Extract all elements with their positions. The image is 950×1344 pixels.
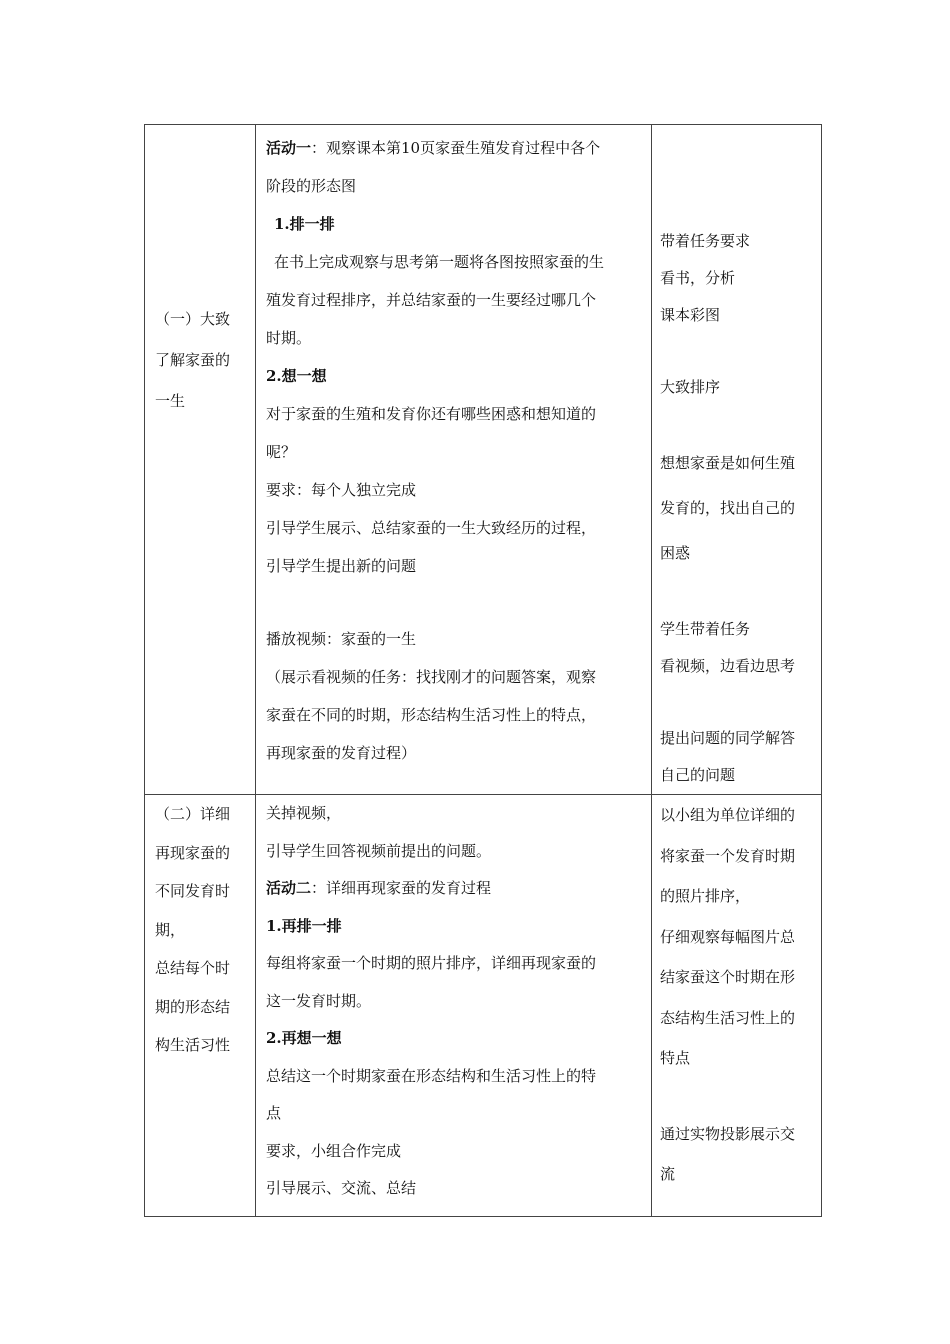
activity-title <box>266 870 651 908</box>
text-line: 将家蚕一个发育时期 <box>660 846 796 865</box>
text-line: 家蚕在不同的时期，形态结构生活习性上的特点， <box>266 706 597 724</box>
text-line: 发育的，找出自己的 <box>660 499 796 517</box>
lesson-plan-table <box>144 124 822 1217</box>
stage-line: 总结每个时 <box>155 959 231 977</box>
text-line: 课本彩图 <box>660 306 721 324</box>
text-line: 引导学生回答视频前提出的问题。 <box>266 841 492 860</box>
text-line: 看视频，边看边思考 <box>660 657 796 675</box>
activity-title-rest: ：详细再现家蚕的发育过程 <box>311 879 492 897</box>
text-line: 仔细观察每幅图片总 <box>660 927 796 946</box>
text-line: 的照片排序， <box>660 887 751 905</box>
table-row <box>145 795 822 1217</box>
student-activity-cell <box>652 795 822 1217</box>
text-line: 引导展示、交流、总结 <box>266 1179 417 1197</box>
stage-line: （二）详细 <box>155 805 231 823</box>
activity-title-bold: 活动一 <box>266 139 312 157</box>
text-line: 点 <box>266 1104 282 1122</box>
text-line: 态结构生活习性上的 <box>660 1008 796 1027</box>
stage-line: 了解家蚕的 <box>155 351 231 369</box>
activity-title-bold: 活动二 <box>266 879 312 897</box>
text-line: 提出问题的同学解答 <box>660 729 796 747</box>
text-line: 通过实物投影展示交 <box>660 1124 796 1143</box>
text-line: 要求：每个人独立完成 <box>266 481 417 499</box>
stage-line: 期的形态结 <box>155 997 231 1016</box>
text-line: 关掉视频， <box>266 804 342 822</box>
text-line: 引导学生展示、总结家蚕的一生大致经历的过程， <box>266 519 597 537</box>
text-line: 以小组为单位详细的 <box>660 806 796 824</box>
text-line: 在书上完成观察与思考第一题将各图按照家蚕的生 <box>274 253 605 271</box>
stage-line: 构生活习性 <box>155 1036 231 1054</box>
stage-line: 一生 <box>155 392 186 410</box>
text-line: 看书，分析 <box>660 269 736 287</box>
text-line: 大致排序 <box>660 378 721 396</box>
text-line: 带着任务要求 <box>660 232 751 250</box>
stage-line: 再现家蚕的 <box>155 843 231 862</box>
stage-cell <box>145 795 256 1217</box>
text-line: 殖发育过程排序，并总结家蚕的一生要经过哪几个 <box>266 291 597 309</box>
text-line: 引导学生提出新的问题 <box>266 557 417 575</box>
text-line: 要求，小组合作完成 <box>266 1141 402 1160</box>
text-line: 流 <box>660 1165 676 1183</box>
teacher-activity-cell <box>256 125 652 795</box>
text-line: 结家蚕这个时期在形 <box>660 968 796 986</box>
activity-title-rest: ：观察课本第10页家蚕生殖发育过程中各个 <box>311 139 601 157</box>
stage-line: 不同发育时 <box>155 882 231 900</box>
stage-line: （一）大致 <box>155 310 231 328</box>
teacher-activity-cell <box>256 795 652 1217</box>
activity-title <box>266 129 651 167</box>
text-line: 每组将家蚕一个时期的照片排序，详细再现家蚕的 <box>266 954 597 972</box>
text-line: 想想家蚕是如何生殖 <box>660 454 796 472</box>
stage-line: 期， <box>155 920 186 939</box>
text-line: 对于家蚕的生殖和发育你还有哪些困惑和想知道的 <box>266 405 597 423</box>
table-row <box>145 125 822 795</box>
step-title: 1.再排一排 <box>266 916 342 935</box>
text-line: 总结这一个时期家蚕在形态结构和生活习性上的特 <box>266 1066 597 1085</box>
student-activity-cell <box>652 125 822 795</box>
step-title: 1.排一排 <box>274 215 335 233</box>
stage-cell <box>145 125 256 795</box>
text-line: 呢？ <box>266 443 297 461</box>
text-line: 学生带着任务 <box>660 620 751 638</box>
step-title: 2.再想一想 <box>266 1029 342 1047</box>
text-line: 这一发育时期。 <box>266 991 372 1010</box>
text-line: 特点 <box>660 1049 691 1067</box>
text-line: 播放视频：家蚕的一生 <box>266 630 417 648</box>
text-line: 困惑 <box>660 544 691 562</box>
activity-title-line2: 阶段的形态图 <box>266 177 357 195</box>
text-line: 再现家蚕的发育过程） <box>266 744 417 762</box>
text-line: 自己的问题 <box>660 766 736 784</box>
text-line: （展示看视频的任务：找找刚才的问题答案，观察 <box>266 668 597 686</box>
text-line: 时期。 <box>266 329 312 347</box>
step-title: 2.想一想 <box>266 367 327 385</box>
